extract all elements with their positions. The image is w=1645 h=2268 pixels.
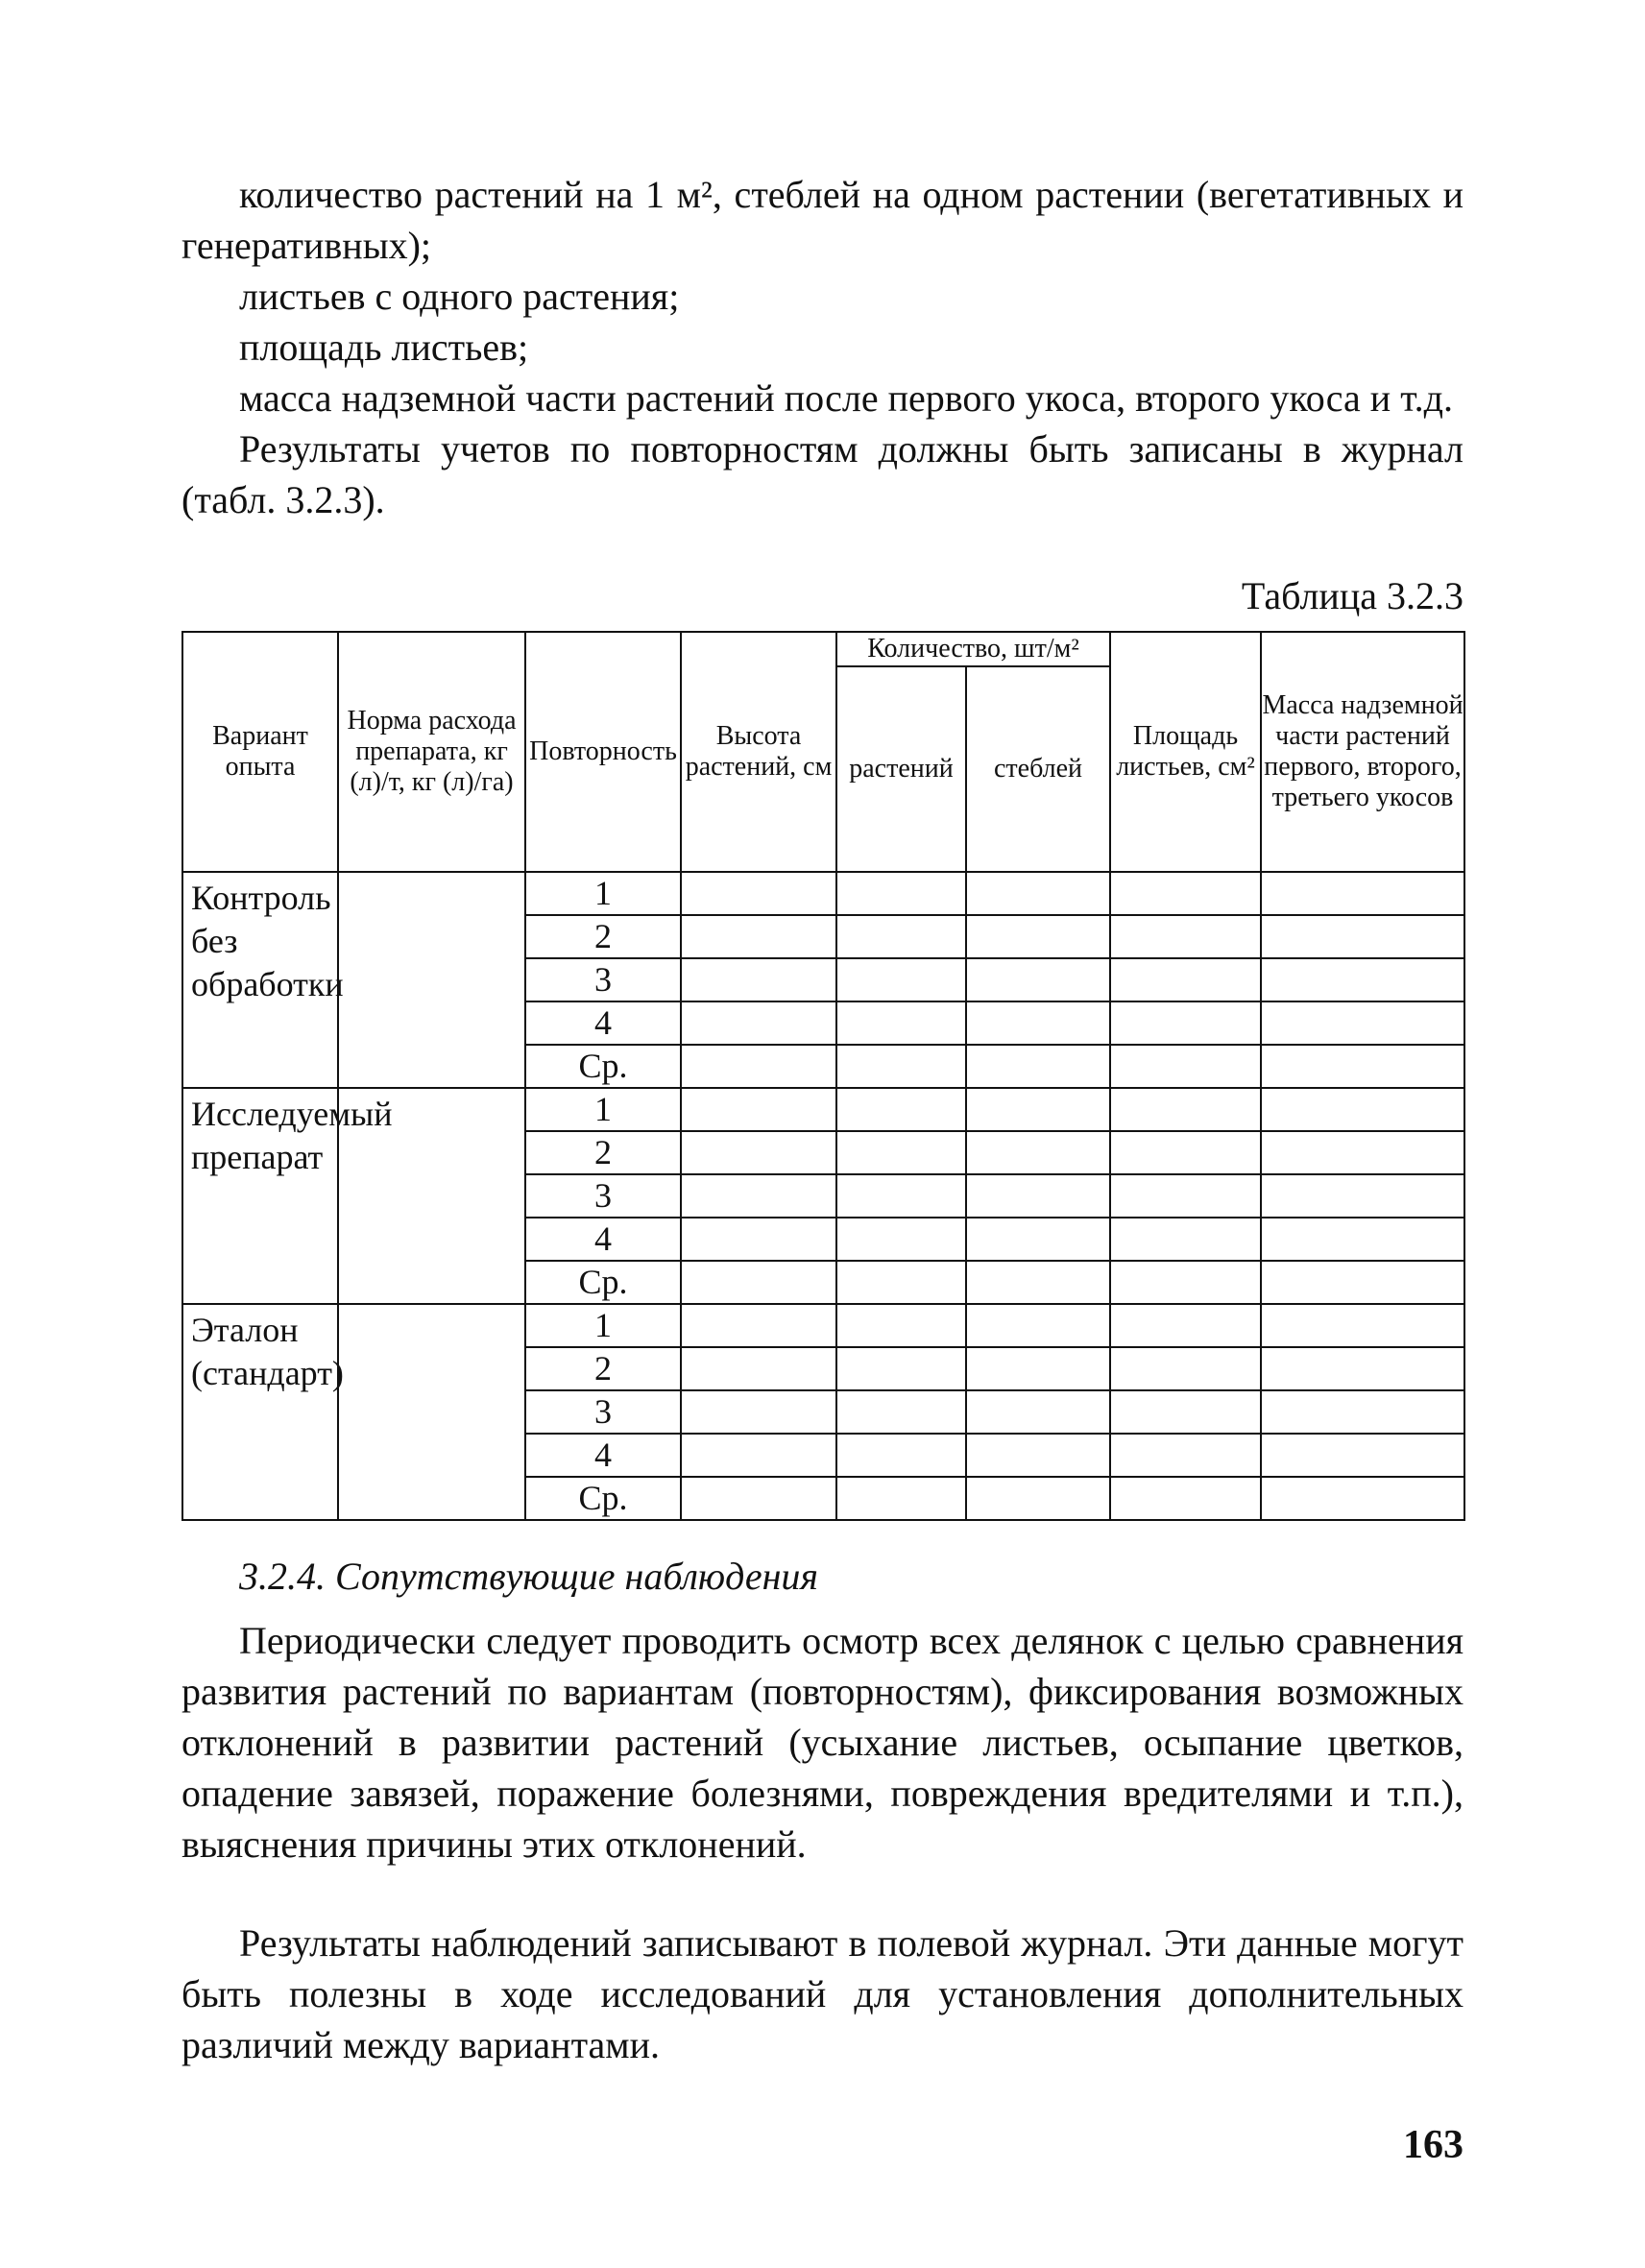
repeat-cell: 3 <box>525 1174 681 1218</box>
empty-cell <box>681 1390 836 1434</box>
empty-cell <box>1261 1390 1464 1434</box>
repeat-cell: 2 <box>525 1131 681 1174</box>
empty-cell <box>681 1131 836 1174</box>
empty-cell <box>681 1218 836 1261</box>
empty-cell <box>966 1131 1110 1174</box>
repeat-cell: 4 <box>525 1434 681 1477</box>
repeat-cell: 1 <box>525 1304 681 1347</box>
empty-cell <box>836 1434 966 1477</box>
page-number: 163 <box>1403 2123 1464 2167</box>
section-title: 3.2.4. Сопутствующие наблюдения <box>239 1555 819 1598</box>
table-row <box>182 1088 1464 1131</box>
repeat-cell: Ср. <box>525 1477 681 1520</box>
intro-line-3: площадь листьев; <box>239 326 529 369</box>
intro-line-5: Результаты учетов по повторностям должны быть записаны в журнал (табл. 3.2.3). <box>181 427 1464 521</box>
empty-cell <box>1110 1001 1261 1045</box>
variant-cell: Эталон (стандарт) <box>182 1304 338 1520</box>
empty-cell <box>1110 1434 1261 1477</box>
empty-cell <box>966 1390 1110 1434</box>
empty-cell <box>1261 1088 1464 1131</box>
empty-cell <box>1110 1131 1261 1174</box>
intro-line-2: листьев с одного растения; <box>239 275 680 318</box>
empty-cell <box>966 1304 1110 1347</box>
empty-cell <box>966 872 1110 915</box>
empty-cell <box>681 1347 836 1390</box>
empty-cell <box>681 1001 836 1045</box>
empty-cell <box>1261 1131 1464 1174</box>
empty-cell <box>836 872 966 915</box>
header-variant: Вариант опыта <box>182 632 338 872</box>
empty-cell <box>681 1477 836 1520</box>
empty-cell <box>1110 1390 1261 1434</box>
empty-cell <box>1261 958 1464 1001</box>
header-count-stems: стеблей <box>966 666 1110 872</box>
empty-cell <box>1110 958 1261 1001</box>
header-mass: Масса надземной части растений первого, второго, третьего укосов <box>1261 632 1464 872</box>
repeat-cell: 4 <box>525 1001 681 1045</box>
empty-cell <box>836 1218 966 1261</box>
empty-cell <box>966 1218 1110 1261</box>
table-row <box>182 1304 1464 1347</box>
empty-cell <box>836 1390 966 1434</box>
table-caption: Таблица 3.2.3 <box>1241 574 1464 617</box>
header-leaf-area: Площадь листьев, см² <box>1110 632 1261 872</box>
empty-cell <box>1110 1088 1261 1131</box>
header-repeat: Повторность <box>525 632 681 872</box>
empty-cell <box>1110 872 1261 915</box>
empty-cell <box>681 915 836 958</box>
table-row <box>182 872 1464 915</box>
empty-cell <box>1110 1477 1261 1520</box>
intro-line-4: масса надземной части растений после первого укоса, второго укоса и т.д. <box>239 376 1454 420</box>
intro-list <box>181 271 1464 525</box>
empty-cell <box>836 1001 966 1045</box>
empty-cell <box>966 1347 1110 1390</box>
empty-cell <box>681 1304 836 1347</box>
empty-cell <box>836 1045 966 1088</box>
empty-cell <box>966 915 1110 958</box>
empty-cell <box>1261 1304 1464 1347</box>
empty-cell <box>966 1174 1110 1218</box>
empty-cell <box>681 1434 836 1477</box>
repeat-cell: 2 <box>525 915 681 958</box>
empty-cell <box>1110 1218 1261 1261</box>
empty-cell <box>966 1088 1110 1131</box>
empty-cell <box>1261 1434 1464 1477</box>
empty-cell <box>836 1088 966 1131</box>
empty-cell <box>836 1477 966 1520</box>
empty-cell <box>1261 1045 1464 1088</box>
repeat-cell: 1 <box>525 872 681 915</box>
header-norm: Норма расхода препарата, кг (л)/т, кг (л)/га) <box>338 632 525 872</box>
header-count-group: Количество, шт/м² <box>836 632 1110 666</box>
observation-table <box>181 631 1465 1521</box>
empty-cell <box>1110 1347 1261 1390</box>
empty-cell <box>681 1174 836 1218</box>
paragraph-observe: Периодически следует проводить осмотр всех делянок с целью сравнения развития растений по вариантам (повторностям), фиксирования возможных отклонений в развитии растений (усыхание листьев, осыпание цветков, опадение завязей, поражение болезнями, повреждения вредителями и т.п.), выяснения причины этих отклонений. <box>181 1619 1464 1866</box>
table-body <box>182 872 1464 1520</box>
intro-line-1: количество растений на 1 м², стеблей на одном растении (вегетативных и генеративных); <box>181 173 1464 267</box>
empty-cell <box>1261 1347 1464 1390</box>
empty-cell <box>1261 915 1464 958</box>
empty-cell <box>681 872 836 915</box>
empty-cell <box>1261 872 1464 915</box>
empty-cell <box>1110 1304 1261 1347</box>
empty-cell <box>1261 1477 1464 1520</box>
empty-cell <box>681 1261 836 1304</box>
empty-cell <box>966 1001 1110 1045</box>
empty-cell <box>1261 1001 1464 1045</box>
header-count-plants: растений <box>836 666 966 872</box>
empty-cell <box>836 1261 966 1304</box>
empty-cell <box>966 958 1110 1001</box>
empty-cell <box>681 1045 836 1088</box>
variant-cell: Контроль без обработки <box>182 872 338 1088</box>
repeat-cell: 2 <box>525 1347 681 1390</box>
empty-cell <box>681 958 836 1001</box>
header-height: Высота растений, см <box>681 632 836 872</box>
intro-paragraph-counts <box>181 169 1464 271</box>
repeat-cell: 1 <box>525 1088 681 1131</box>
empty-cell <box>1110 1261 1261 1304</box>
empty-cell <box>966 1261 1110 1304</box>
variant-cell: Исследуемый препарат <box>182 1088 338 1304</box>
empty-cell <box>1110 1174 1261 1218</box>
repeat-cell: 4 <box>525 1218 681 1261</box>
paragraph-results: Результаты наблюдений записывают в полевой журнал. Эти данные могут быть полезны в ходе исследований для установления дополнительных различий между вариантами. <box>181 1921 1464 2066</box>
norm-cell <box>338 1304 525 1520</box>
empty-cell <box>836 1174 966 1218</box>
empty-cell <box>966 1434 1110 1477</box>
repeat-cell: 3 <box>525 1390 681 1434</box>
norm-cell <box>338 872 525 1088</box>
empty-cell <box>1261 1174 1464 1218</box>
empty-cell <box>681 1088 836 1131</box>
repeat-cell: Ср. <box>525 1045 681 1088</box>
empty-cell <box>1261 1218 1464 1261</box>
empty-cell <box>1110 1045 1261 1088</box>
empty-cell <box>836 915 966 958</box>
empty-cell <box>1110 915 1261 958</box>
empty-cell <box>966 1045 1110 1088</box>
repeat-cell: 3 <box>525 958 681 1001</box>
empty-cell <box>1261 1261 1464 1304</box>
empty-cell <box>836 1304 966 1347</box>
repeat-cell: Ср. <box>525 1261 681 1304</box>
empty-cell <box>836 1131 966 1174</box>
empty-cell <box>966 1477 1110 1520</box>
empty-cell <box>836 958 966 1001</box>
empty-cell <box>836 1347 966 1390</box>
